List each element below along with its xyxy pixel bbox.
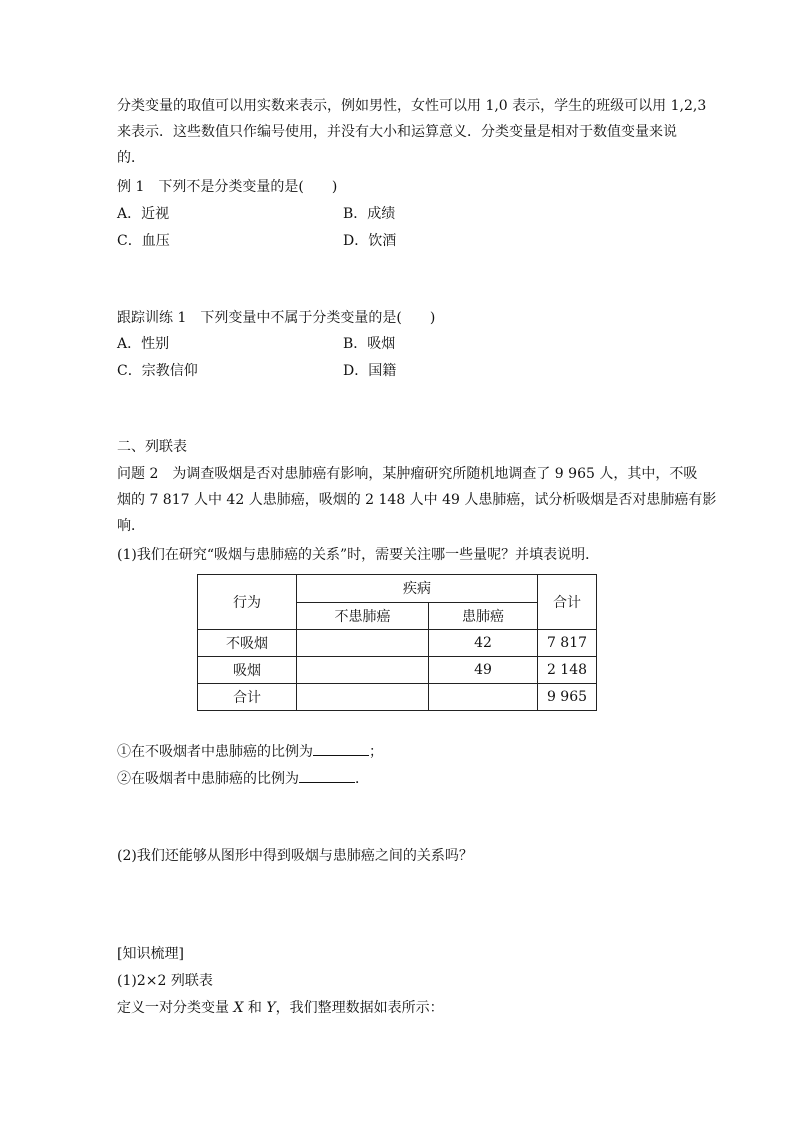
table-row <box>198 684 597 711</box>
example1-option-d: D．饮酒 <box>343 233 397 249</box>
example1-option-b: B．成绩 <box>343 206 396 222</box>
answer-blank-2[interactable] <box>299 768 355 783</box>
example1-stem: 例 1 下列不是分类变量的是( ) <box>117 179 338 195</box>
table-row <box>198 630 597 657</box>
problem2-line-2: 烟的 7 817 人中 42 人患肺癌，吸烟的 2 148 人中 49 人患肺癌，试分析吸烟是否对患肺癌有影 <box>117 492 717 508</box>
question-1: (1)我们在研究“吸烟与患肺癌的关系”时，需要关注哪一些量呢？并填表说明． <box>117 547 600 563</box>
var-x: X <box>233 1000 244 1016</box>
cell-cancer[interactable] <box>429 684 538 711</box>
cell-no-cancer[interactable] <box>297 657 429 684</box>
cell-total: 7 817 <box>538 630 597 657</box>
cell-total: 2 148 <box>538 657 597 684</box>
question-2: (2)我们还能够从图形中得到吸烟与患肺癌之间的关系吗？ <box>117 848 473 864</box>
cell-cancer: 49 <box>429 657 538 684</box>
def-suffix: ，我们整理数据如表所示： <box>275 1000 444 1016</box>
fill2-text: ②在吸烟者中患肺癌的比例为 <box>117 771 299 787</box>
header-cancer: 患肺癌 <box>429 602 538 630</box>
row-label: 不吸烟 <box>198 630 297 657</box>
fill2-suffix: ． <box>355 771 369 787</box>
practice1-stem: 跟踪训练 1 下列变量中不属于分类变量的是( ) <box>117 310 436 326</box>
row-label: 合计 <box>198 684 297 711</box>
cell-no-cancer[interactable] <box>297 630 429 657</box>
header-total: 合计 <box>538 575 597 630</box>
cell-no-cancer[interactable] <box>297 684 429 711</box>
definition-line <box>117 998 444 1018</box>
row-label: 吸烟 <box>198 657 297 684</box>
answer-blank-1[interactable] <box>313 741 369 756</box>
practice1-option-d: D．国籍 <box>343 363 397 379</box>
example1-option-c: C．血压 <box>117 233 170 249</box>
var-y: Y <box>266 1000 276 1016</box>
header-disease: 疾病 <box>297 575 538 603</box>
practice1-option-a: A．性别 <box>117 336 170 352</box>
practice1-option-c: C．宗教信仰 <box>117 363 198 379</box>
problem2-line-3: 响． <box>117 518 145 534</box>
intro-line-1: 分类变量的取值可以用实数来表示，例如男性，女性可以用 1,0 表示，学生的班级可以用 1,2,3 <box>117 98 707 114</box>
fill1-text: ①在不吸烟者中患肺癌的比例为 <box>117 744 313 760</box>
fill1-suffix: ； <box>369 744 383 760</box>
fill-blank-1 <box>117 741 383 762</box>
header-behavior: 行为 <box>198 575 297 630</box>
fill-blank-2 <box>117 768 369 789</box>
example1-option-a: A．近视 <box>117 206 170 222</box>
section2-title: 二、列联表 <box>117 439 187 455</box>
intro-line-2: 来表示．这些数值只作编号使用，并没有大小和运算意义．分类变量是相对于数值变量来说 <box>117 124 677 140</box>
knowledge-subtitle: (1)2×2 列联表 <box>117 973 213 989</box>
def-prefix: 定义一对分类变量 <box>117 1000 229 1016</box>
practice1-option-b: B．吸烟 <box>343 336 396 352</box>
header-no-cancer: 不患肺癌 <box>297 602 429 630</box>
cell-total: 9 965 <box>538 684 597 711</box>
cell-cancer: 42 <box>429 630 538 657</box>
table-row <box>198 657 597 684</box>
def-mid: 和 <box>247 1000 262 1016</box>
knowledge-title: [知识梳理] <box>117 946 184 962</box>
intro-line-3: 的． <box>117 150 145 166</box>
problem2-line-1: 问题 2 为调查吸烟是否对患肺癌有影响，某肿瘤研究所随机地调查了 9 965 人，其中，不吸 <box>117 466 698 482</box>
contingency-table <box>197 574 597 711</box>
